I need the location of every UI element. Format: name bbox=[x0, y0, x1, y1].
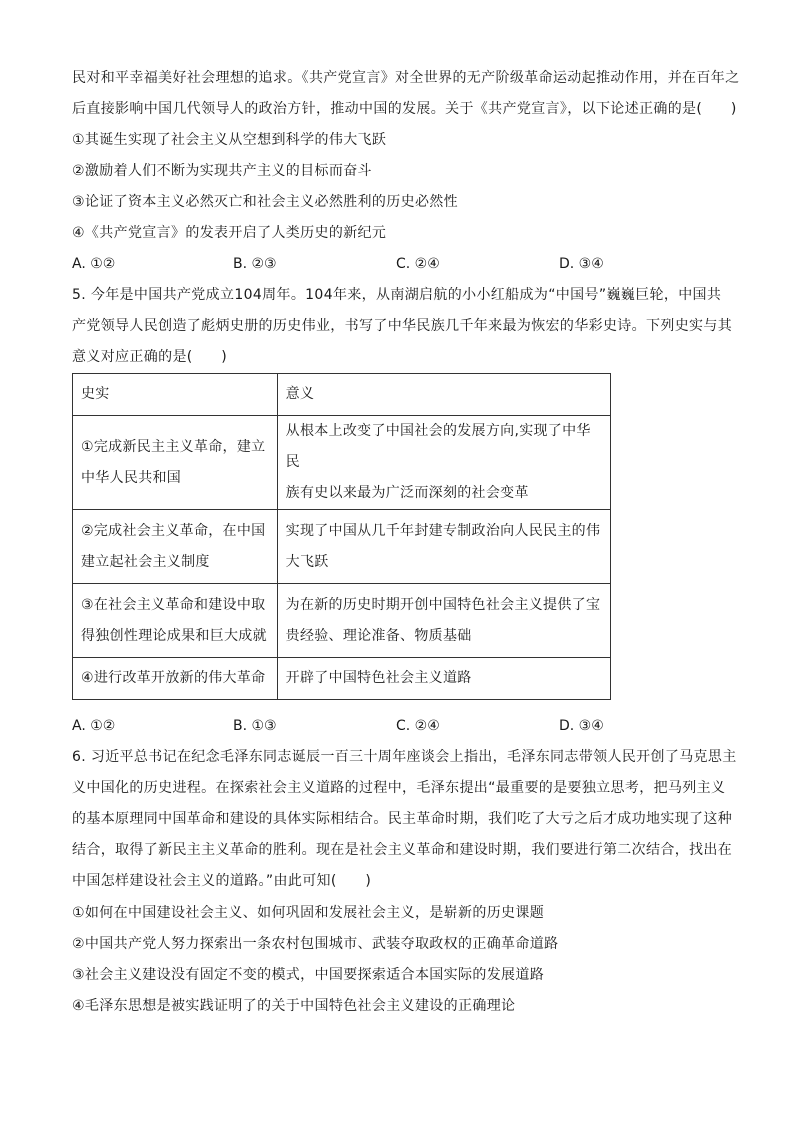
meaning-line: 大飞跃 bbox=[285, 553, 329, 570]
meaning-line: 为在新的历史时期开创中国特色社会主义提供了宝 bbox=[285, 596, 601, 613]
q6-statement-2: ②中国共产党人努力探索出一条农村包围城市、武装夺取政权的正确革命道路 bbox=[72, 936, 559, 952]
fact-cell: ④进行改革开放新的伟大革命 bbox=[73, 658, 278, 700]
q6-stem-line-4: 结合，取得了新民主主义革命的胜利。现在是社会主义革命和建设时期，我们要进行第二次结合，找出在 bbox=[72, 842, 733, 858]
q5-stem-line-2: 产党领导人民创造了彪炳史册的历史伟业，书写了中华民族几千年来最为恢宏的华彩史诗。下列史实与其 bbox=[72, 318, 733, 334]
fact-cell bbox=[73, 584, 278, 658]
q4-statement-3: ③论证了资本主义必然灭亡和社会主义必然胜利的历史必然性 bbox=[72, 194, 458, 210]
meaning-line: 从根本上改变了中国社会的发展方向,实现了中华民 bbox=[285, 423, 591, 470]
q6-statement-3: ③社会主义建设没有固定不变的模式，中国要探索适合本国实际的发展道路 bbox=[72, 967, 545, 983]
meaning-cell bbox=[277, 510, 610, 584]
fact-line: ③在社会主义革命和建设中取 bbox=[81, 596, 266, 613]
fact-cell bbox=[73, 416, 278, 510]
q5-stem-line-3: 意义对应正确的是( ) bbox=[72, 349, 228, 365]
q4-options bbox=[72, 254, 732, 274]
q5-option-c[interactable]: C. ②④ bbox=[396, 718, 440, 734]
table-row bbox=[73, 584, 611, 658]
fact-line: ①完成新民主主义革命，建立 bbox=[81, 438, 266, 455]
q6-stem-line-1: 6. 习近平总书记在纪念毛泽东同志诞辰一百三十周年座谈会上指出，毛泽东同志带领人民开创了马克思主 bbox=[72, 749, 737, 765]
q6-statement-1: ①如何在中国建设社会主义、如何巩固和发展社会主义，是崭新的历史课题 bbox=[72, 905, 545, 921]
q4-statement-2: ②激励着人们不断为实现共产主义的目标而奋斗 bbox=[72, 163, 372, 179]
q4-statement-4: ④《共产党宣言》的发表开启了人类历史的新纪元 bbox=[72, 225, 387, 241]
q4-option-d[interactable]: D. ③④ bbox=[559, 256, 604, 272]
q4-option-b[interactable]: B. ②③ bbox=[233, 256, 277, 272]
q4-statement-1: ①其诞生实现了社会主义从空想到科学的伟大飞跃 bbox=[72, 132, 387, 148]
q5-stem-line-1: 5. 今年是中国共产党成立104周年。104年来，从南湖启航的小小红船成为“中国号”巍巍巨轮，中国共 bbox=[72, 287, 722, 303]
q4-option-c[interactable]: C. ②④ bbox=[396, 256, 440, 272]
meaning-cell: 开辟了中国特色社会主义道路 bbox=[277, 658, 610, 700]
q5-history-table bbox=[72, 373, 611, 700]
fact-cell bbox=[73, 510, 278, 584]
fact-line: 中华人民共和国 bbox=[81, 469, 182, 486]
meaning-line: 族有史以来最为广泛而深刻的社会变革 bbox=[285, 485, 529, 501]
q6-statement-4: ④毛泽东思想是被实践证明了的关于中国特色社会主义建设的正确理论 bbox=[72, 998, 516, 1014]
q5-option-b[interactable]: B. ①③ bbox=[233, 718, 277, 734]
table-header-row bbox=[73, 374, 611, 416]
fact-line: ②完成社会主义革命，在中国 bbox=[81, 522, 266, 539]
fact-line: 得独创性理论成果和巨大成就 bbox=[81, 627, 267, 644]
meaning-cell bbox=[277, 416, 610, 510]
q4-stem-line-1: 民对和平幸福美好社会理想的追求。《共产党宣言》对全世界的无产阶级革命运动起推动作用，并在百年之 bbox=[72, 70, 740, 86]
q5-options bbox=[72, 716, 732, 736]
q5-option-a[interactable]: A. ①② bbox=[72, 718, 116, 734]
header-meaning: 意义 bbox=[277, 374, 610, 416]
q6-stem-line-2: 义中国化的历史进程。在探索社会主义道路的过程中，毛泽东提出“最重要的是要独立思考，把马列主义 bbox=[72, 780, 726, 796]
fact-line: 建立起社会主义制度 bbox=[81, 553, 210, 570]
header-fact: 史实 bbox=[73, 374, 278, 416]
q4-option-a[interactable]: A. ①② bbox=[72, 256, 116, 272]
meaning-line: 贵经验、理论准备、物质基础 bbox=[285, 627, 472, 644]
table-row bbox=[73, 416, 611, 510]
q5-option-d[interactable]: D. ③④ bbox=[559, 718, 604, 734]
q6-stem-line-5: 中国怎样建设社会主义的道路。”由此可知( ) bbox=[72, 873, 372, 889]
table-row bbox=[73, 658, 611, 700]
meaning-line: 实现了中国从几千年封建专制政治向人民民主的伟 bbox=[285, 522, 601, 539]
q4-stem-line-2: 后直接影响中国几代领导人的政治方针，推动中国的发展。关于《共产党宣言》，以下论述正确的是( ) bbox=[72, 101, 737, 117]
meaning-cell bbox=[277, 584, 610, 658]
table-row bbox=[73, 510, 611, 584]
q6-stem-line-3: 的基本原理同中国革命和建设的具体实际相结合。民主革命时期，我们吃了大亏之后才成功地实现了这种 bbox=[72, 811, 733, 827]
